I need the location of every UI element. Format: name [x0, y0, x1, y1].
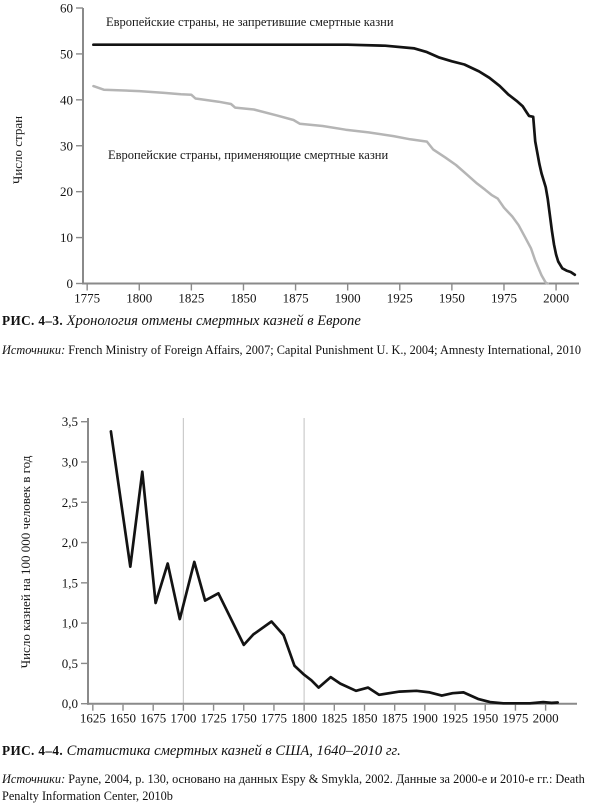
y-tick-label: 3,5: [61, 414, 78, 430]
x-tick-label: 1900: [334, 290, 361, 306]
y-tick-label: 60: [60, 0, 73, 16]
x-tick-label: 1775: [74, 290, 101, 306]
x-tick-label: 1675: [140, 710, 167, 726]
x-tick-label: 1825: [321, 710, 348, 726]
figure-caption: [2, 743, 598, 760]
x-tick-label: 1725: [200, 710, 227, 726]
x-tick-label: 2000: [543, 290, 570, 306]
figure-number: РИС. 4–3.: [2, 313, 64, 328]
y-tick-label: 1,5: [61, 575, 78, 591]
x-tick-label: 1950: [472, 710, 499, 726]
y-tick-label: 2,0: [61, 535, 78, 551]
y-tick-label: 20: [60, 184, 73, 200]
x-tick-label: 1825: [178, 290, 205, 306]
figure-4-4: [0, 402, 600, 804]
y-tick-label: 0,0: [61, 696, 78, 712]
series-us-executions: [111, 431, 558, 703]
x-tick-label: 1925: [442, 710, 469, 726]
x-tick-label: 1800: [291, 710, 318, 726]
y-tick-label: 0,5: [61, 655, 78, 671]
x-tick-label: 1700: [170, 710, 197, 726]
figure-number: РИС. 4–4.: [2, 743, 64, 758]
y-tick-label: 30: [60, 138, 73, 154]
y-tick-label: 3,0: [61, 454, 78, 470]
figure-sources: [2, 771, 598, 804]
x-tick-label: 1750: [230, 710, 257, 726]
y-axis-title: Число казней на 100 000 человек в год: [18, 455, 33, 669]
figure-sources: [2, 342, 598, 359]
x-tick-label: 1625: [79, 710, 106, 726]
x-tick-label: 1850: [230, 290, 257, 306]
sources-label: Источники:: [2, 343, 66, 357]
y-tick-label: 10: [60, 230, 73, 246]
y-tick-label: 2,5: [61, 494, 78, 510]
sources-text: French Ministry of Foreign Affairs, 2007; Capital Punishment U. K., 2004; Amnesty International, 2010: [68, 343, 582, 357]
x-tick-label: 1900: [411, 710, 438, 726]
x-tick-label: 1775: [260, 710, 287, 726]
annotation-not-abolished: Европейские страны, не запретившие смертные казни: [106, 15, 394, 29]
x-tick-label: 1975: [502, 710, 529, 726]
sources-label: Источники:: [2, 772, 66, 786]
annotation-practicing: Европейские страны, применяющие смертные казни: [108, 148, 389, 162]
figure-title: Хронология отмены смертных казней в Европе: [66, 313, 361, 329]
x-tick-label: 1925: [386, 290, 413, 306]
y-tick-label: 1,0: [61, 615, 78, 631]
x-tick-label: 1850: [351, 710, 378, 726]
x-tick-label: 1650: [110, 710, 137, 726]
x-tick-label: 1950: [438, 290, 465, 306]
y-tick-label: 0: [66, 276, 73, 291]
figure-caption: [2, 313, 598, 330]
x-tick-label: 1875: [381, 710, 408, 726]
series-practicing: [93, 86, 547, 283]
x-tick-label: 1800: [126, 290, 153, 306]
sources-text: Payne, 2004, p. 130, основано на данных Espy & Smykla, 2002. Данные за 2000-е и 2010-е гг.: Death Penalty Information Center, 2010b: [2, 772, 585, 803]
x-tick-label: 1875: [282, 290, 309, 306]
y-tick-label: 40: [60, 92, 73, 108]
us-executions-chart: [0, 402, 600, 738]
x-tick-label: 1975: [490, 290, 517, 306]
y-tick-label: 50: [60, 46, 73, 62]
x-tick-label: 2000: [532, 710, 559, 726]
y-axis-title: Число стран: [10, 115, 25, 185]
figure-title: Статистика смертных казней в США, 1640–2010 гг.: [66, 743, 401, 759]
